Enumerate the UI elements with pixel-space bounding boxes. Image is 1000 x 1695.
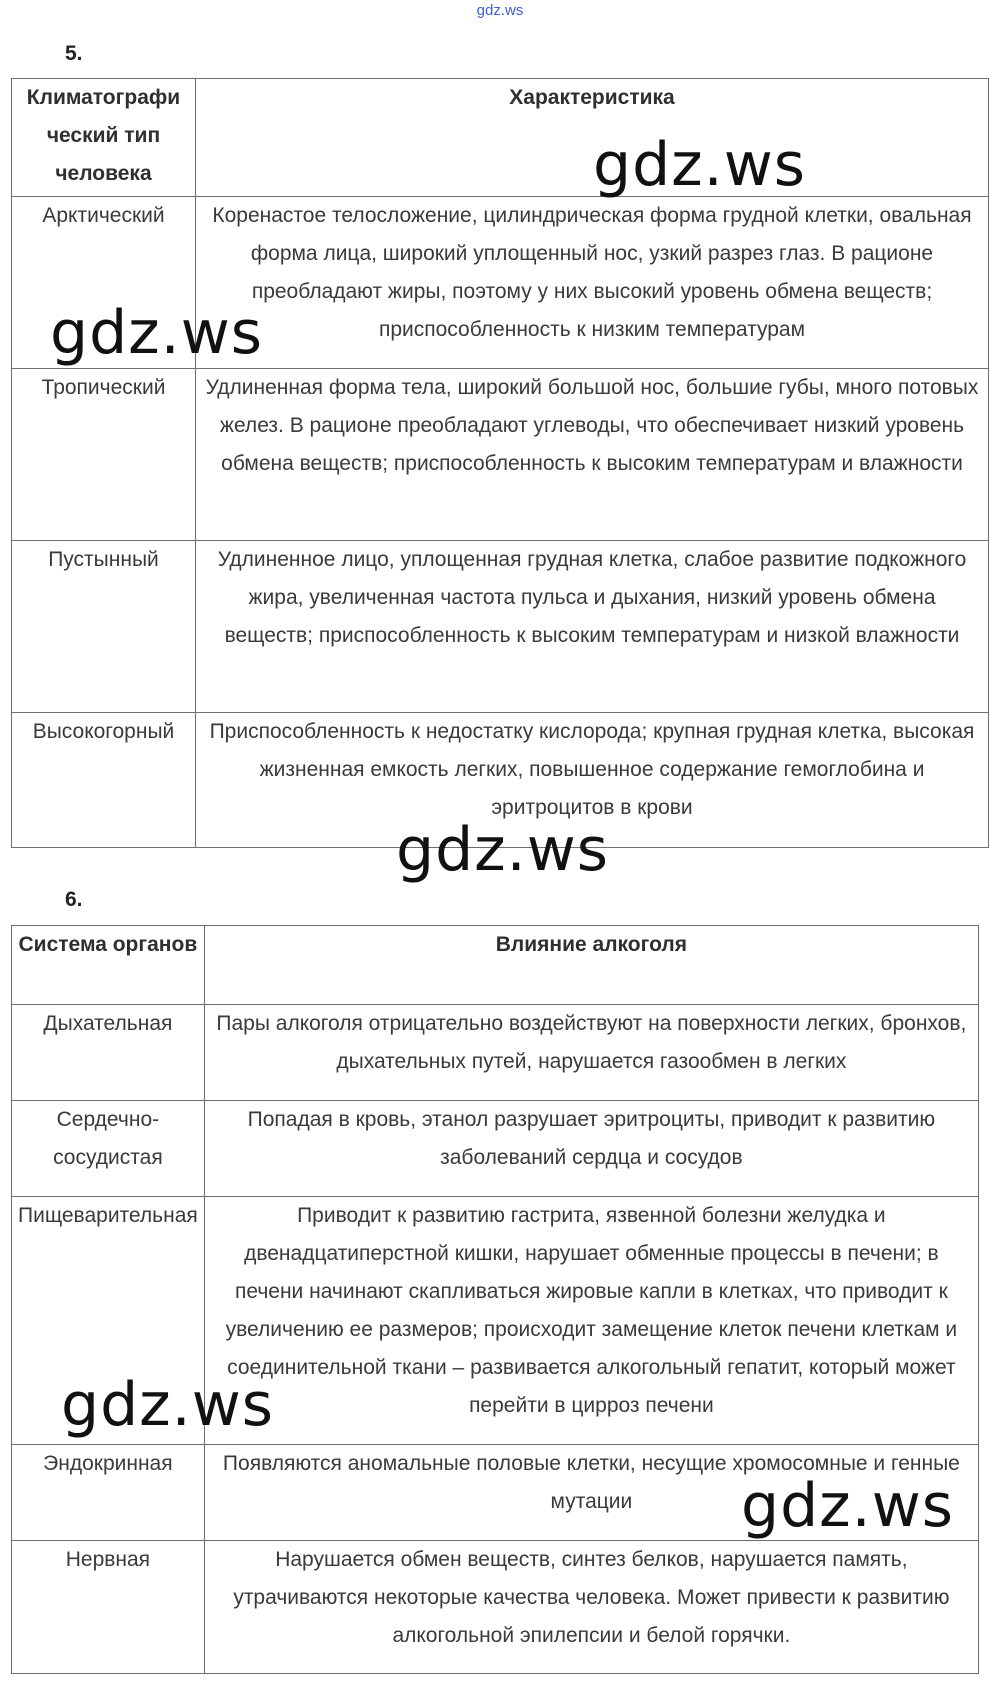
watermark: gdz.ws [396,815,610,885]
task-6-number: 6. [65,888,83,911]
task-6-table [11,925,979,1674]
column-header-characteristic: Характеристика [196,79,989,197]
cell-text: Попадая в кровь, этанол разрушает эритроциты, приводит к развитию заболеваний сердца и сосудов [204,1101,978,1197]
table-row [12,1101,979,1197]
cell-text: Нарушается обмен веществ, синтез белков, нарушается память, утрачиваются некоторые качества человека. Может привести к развитию алкогольной эпилепсии и белой горячки. [204,1541,978,1674]
cell-text: Удлиненное лицо, уплощенная грудная клетка, слабое развитие подкожного жира, увеличенная частота пульса и дыхания, низкий уровень обмена веществ; приспособленность к высоким температурам и низкой влажности [196,541,989,713]
cell-type: Арктический [12,197,196,369]
watermark: gdz.ws [593,130,807,200]
watermark: gdz.ws [741,1471,955,1541]
watermark: gdz.ws [61,1370,275,1440]
cell-text: Удлиненная форма тела, широкий большой нос, большие губы, много потовых желез. В рационе преобладают углеводы, что обеспечивает низкий уровень обмена веществ; приспособленность к высоким температурам и влажности [196,369,989,541]
table-header-row [12,926,979,1005]
task-5-table [11,78,989,848]
table-row [12,541,989,713]
cell-text: Приспособленность к недостатку кислорода; крупная грудная клетка, высокая жизненная емкость легких, повышенное содержание гемоглобина и эритроцитов в крови [196,713,989,848]
table-row [12,1005,979,1101]
cell-text: Пары алкоголя отрицательно воздействуют на поверхности легких, бронхов, дыхательных путей, нарушается газообмен в легких [204,1005,978,1101]
cell-text: Коренастое телосложение, цилиндрическая форма грудной клетки, овальная форма лица, широкий уплощенный нос, узкий разрез глаз. В рационе преобладают жиры, поэтому у них высокий уровень обмена веществ; приспособленность к низким температурам [196,197,989,369]
cell-system: Дыхательная [12,1005,205,1101]
column-header-effect: Влияние алкоголя [204,926,978,1005]
cell-type: Пустынный [12,541,196,713]
table-row [12,369,989,541]
watermark: gdz.ws [50,298,264,368]
cell-type: Высокогорный [12,713,196,848]
cell-system: Пищеварительная [12,1197,205,1445]
cell-system: Эндокринная [12,1445,205,1541]
task-5-number: 5. [65,42,83,65]
column-header-type: Климатографи ческий тип человека [12,79,196,197]
cell-system: Нервная [12,1541,205,1674]
cell-text: Появляются аномальные половые клетки, несущие хромосомные и генные мутации [204,1445,978,1541]
column-header-system: Система органов [12,926,205,1005]
cell-system: Сердечно-сосудистая [12,1101,205,1197]
cell-text: Приводит к развитию гастрита, язвенной болезни желудка и двенадцатиперстной кишки, нарушает обменные процессы в печени; в печени начинают скапливаться жировые капли в клетках, что приводит к увеличению ее размеров; происходит замещение клеток печени клеткам и соединительной ткани – развивается алкогольный гепатит, который может перейти в цирроз печени [204,1197,978,1445]
table-header-row [12,79,989,197]
site-header-link[interactable]: gdz.ws [476,2,524,19]
table-row [12,1541,979,1674]
cell-type: Тропический [12,369,196,541]
